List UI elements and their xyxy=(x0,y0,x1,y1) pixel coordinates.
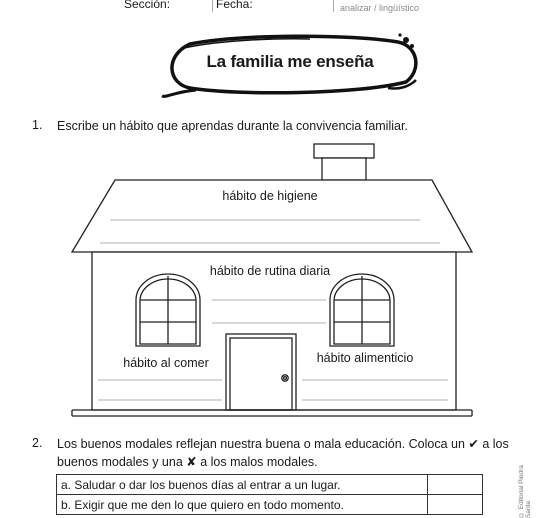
question-2-number: 2. xyxy=(32,436,43,450)
publisher-credit: © Editorial Piedra Santa xyxy=(518,465,532,518)
table-row xyxy=(57,495,483,515)
manners-item: a. Saludar o dar los buenos días al entrar a un lugar. xyxy=(57,475,428,495)
manners-item: b. Exigir que me den lo que quiero en todo momento. xyxy=(57,495,428,515)
page-title: La familia me enseña xyxy=(206,52,374,71)
question-1-number: 1. xyxy=(32,118,43,132)
manners-table xyxy=(56,474,483,515)
label-eating-habit: hábito al comer xyxy=(123,356,209,370)
answer-cell[interactable] xyxy=(428,495,483,515)
label-routine-habit: hábito de rutina diaria xyxy=(209,264,331,278)
question-2-line-2: buenos modales y una ✘ a los malos modales. xyxy=(57,455,318,469)
question-1-text: Escribe un hábito que aprendas durante la convivencia familiar. xyxy=(57,119,408,133)
table-row xyxy=(57,475,483,495)
question-2-line-1: Los buenos modales reflejan nuestra buena o mala educación. Coloca un ✔ a los xyxy=(57,437,509,451)
section-label: Sección: xyxy=(124,0,171,11)
answer-cell[interactable] xyxy=(428,475,483,495)
label-food-habit: hábito alimenticio xyxy=(316,351,414,365)
date-label: Fecha: xyxy=(216,0,253,11)
label-hygiene-habit: hábito de higiene xyxy=(222,189,318,203)
skills-label: analizar / lingüístico xyxy=(340,3,420,13)
